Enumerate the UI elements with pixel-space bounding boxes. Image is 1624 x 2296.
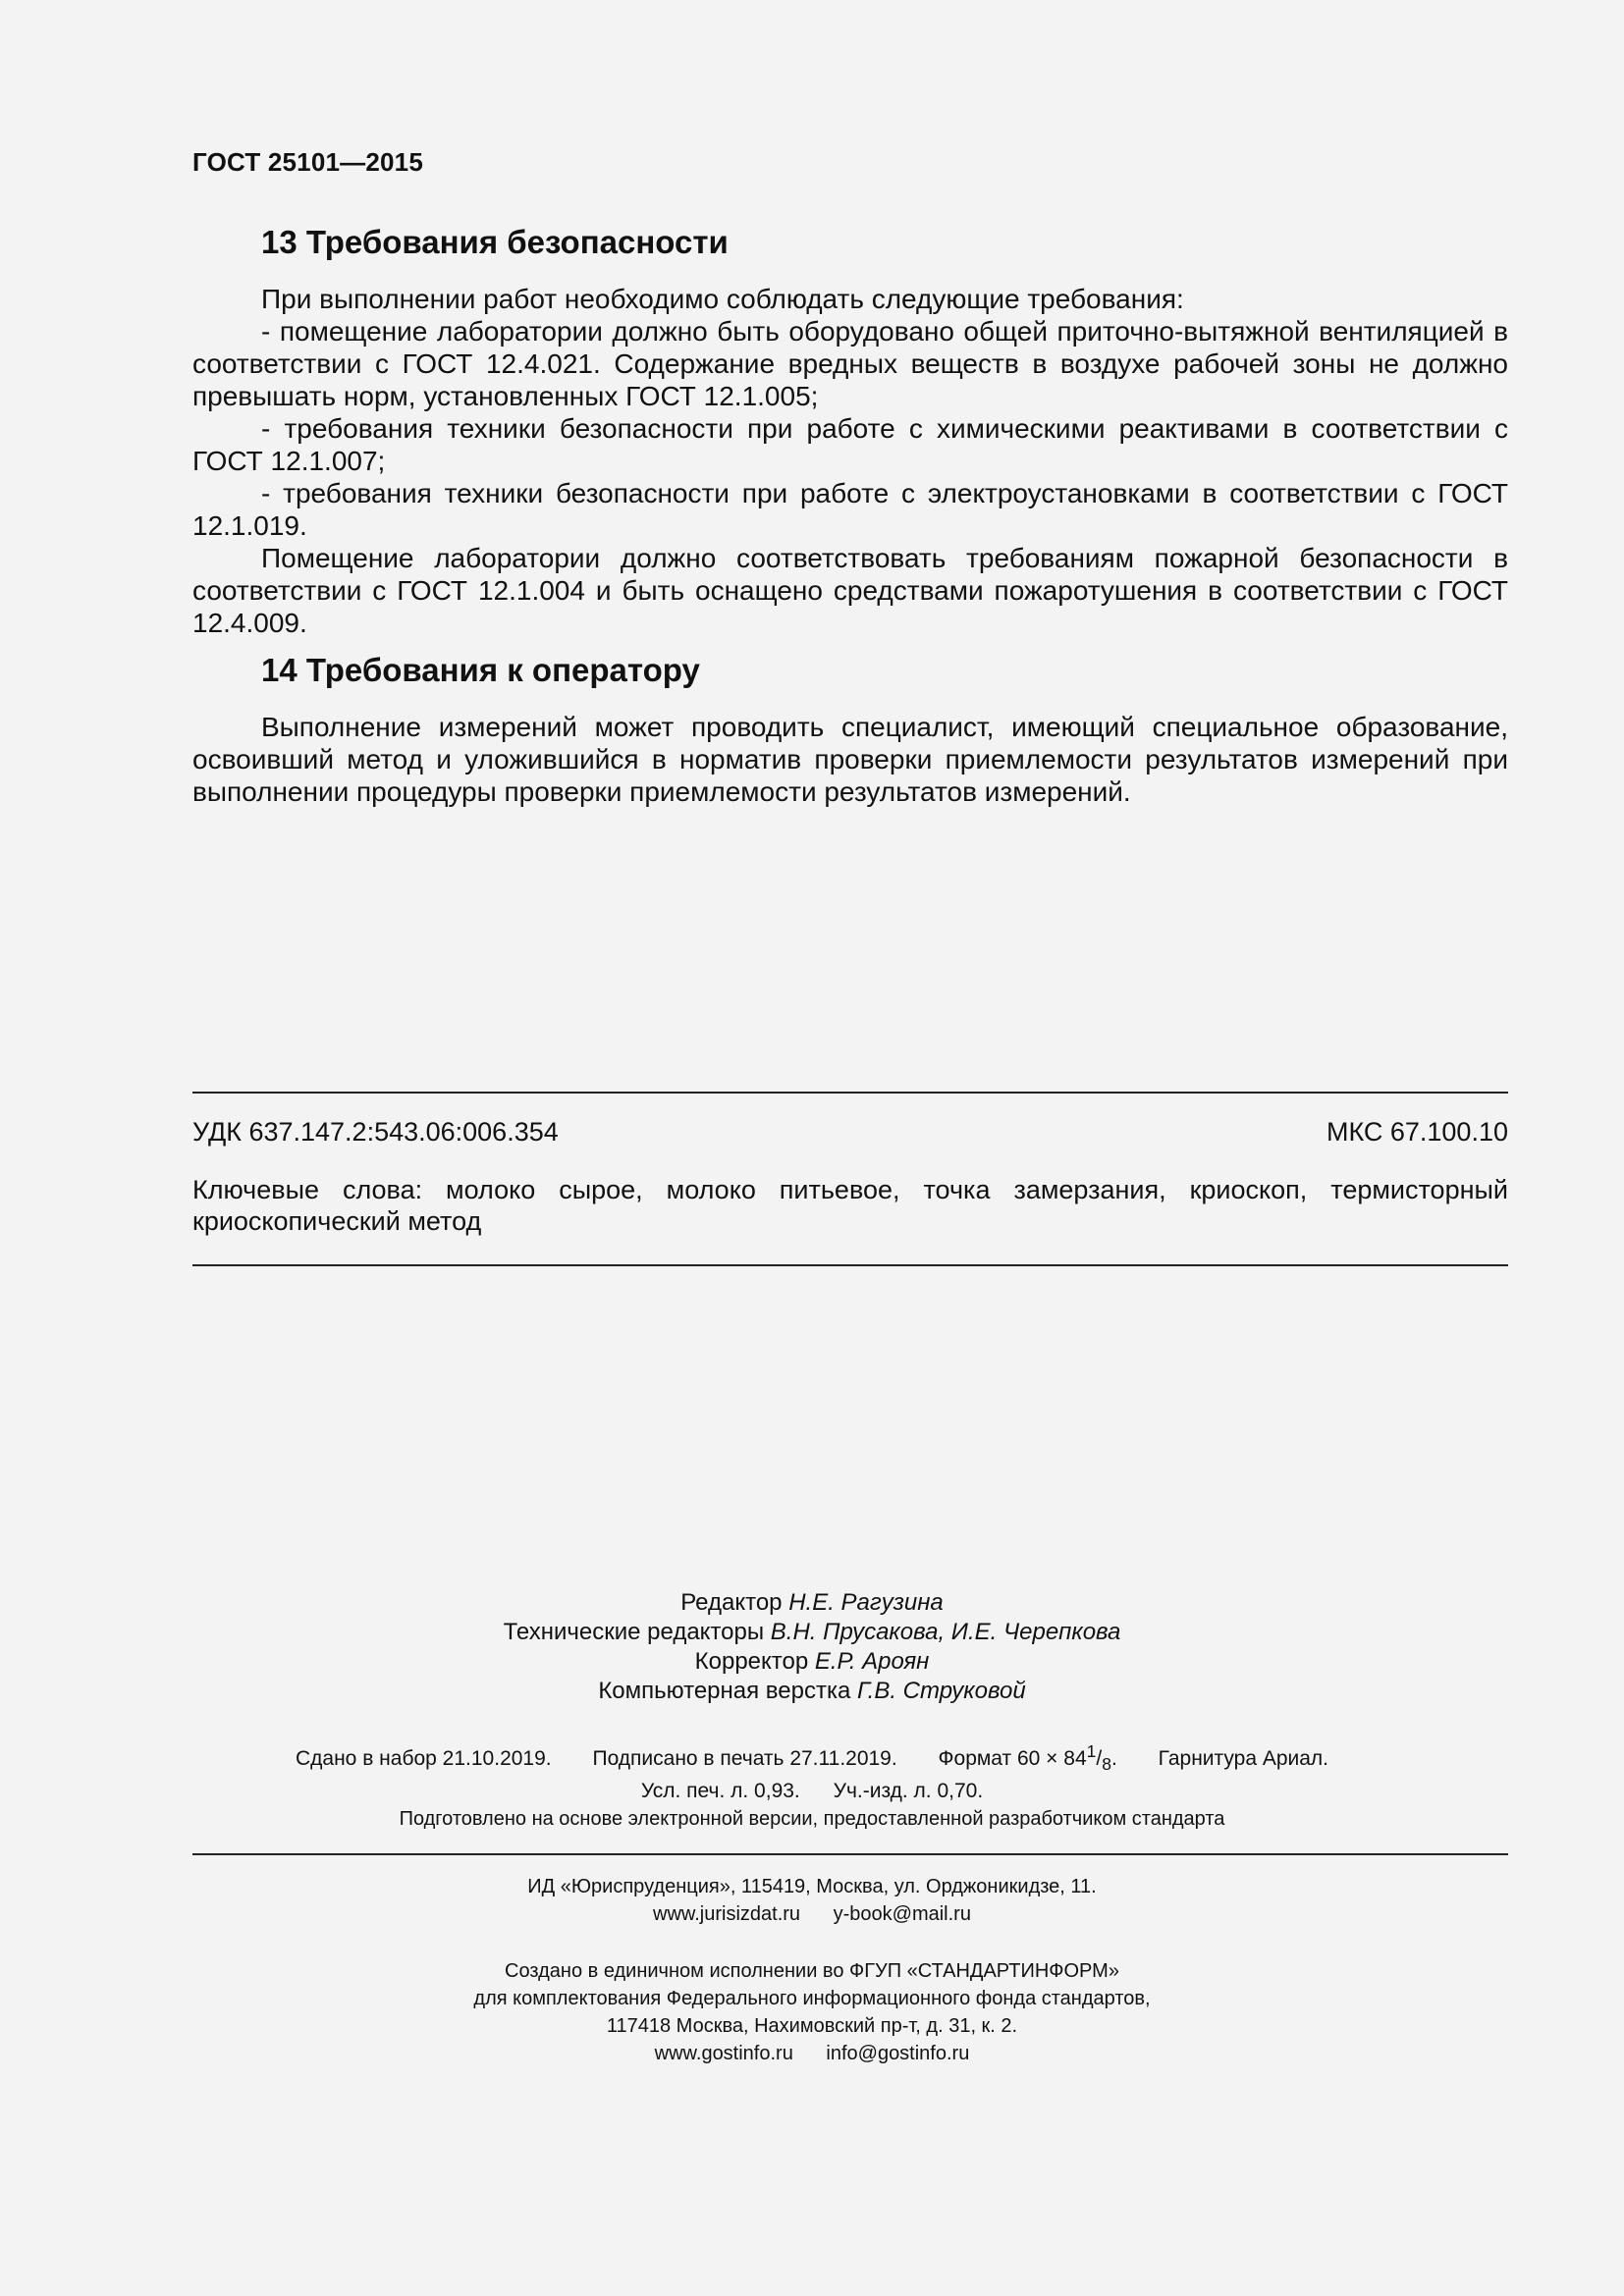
print-info: [0, 1737, 1624, 1805]
keywords: Ключевые слова: молоко сырое, молоко питьевое, точка замерзания, криоскоп, термисторный криоскопический метод: [192, 1175, 1508, 1236]
submitted-date: Сдано в набор 21.10.2019.: [295, 1747, 552, 1770]
section-13-item-chemicals: - требования техники безопасности при работе с химическими реактивами в соответствии с ГОСТ 12.1.007;: [192, 413, 1508, 476]
divider-top: [192, 1092, 1508, 1094]
created-line-3: 117418 Москва, Нахимовский пр-т, д. 31, к. 2.: [606, 2015, 1018, 2037]
credit-corrector: Корректор Е.Р. Ароян: [694, 1648, 930, 1675]
mks-code: МКС 67.100.10: [1326, 1117, 1508, 1147]
section-14-title: 14 Требования к оператору: [261, 652, 700, 688]
credit-editor: Редактор Н.Е. Рагузина: [680, 1589, 944, 1616]
corrector-name: Е.Р. Ароян: [814, 1648, 930, 1675]
credits-block: [0, 1588, 1624, 1706]
publisher-site-link: www.jurisizdat.ru: [653, 1903, 801, 1925]
layout-name: Г.В. Струковой: [857, 1678, 1026, 1704]
udc-code: УДК 637.147.2:543.06:006.354: [192, 1117, 559, 1147]
section-13-fire-safety: Помещение лаборатории должно соответствовать требованиям пожарной безопасности в соответствии с ГОСТ 12.1.004 и быть оснащено средствами пожаротушения в соответствии с ГОСТ 12.4.009.: [192, 543, 1508, 638]
created-line-1: Создано в единичном исполнении во ФГУП «СТАНДАРТИНФОРМ»: [505, 1960, 1119, 1982]
created-block: [0, 1957, 1624, 2067]
print-sheets: Усл. печ. л. 0,93.: [640, 1780, 800, 1803]
paper-format: Формат $60 \times 84^1/_8$.: [938, 1741, 1117, 1775]
gostinfo-site: www.gostinfo.ru: [654, 2043, 793, 2064]
tech-editor-names: В.Н. Прусакова, И.Е. Черепкова: [770, 1619, 1121, 1645]
divider-bottom: [192, 1264, 1508, 1266]
credit-layout: Компьютерная верстка Г.В. Струковой: [598, 1678, 1026, 1704]
created-line-2: для комплектования Федерального информационного фонда стандартов,: [473, 1988, 1151, 2009]
credit-tech-editors: Технические редакторы В.Н. Прусакова, И.Е. Черепкова: [503, 1619, 1121, 1645]
publishing-sheets: Уч.-изд. л. 0,70.: [833, 1780, 984, 1803]
signed-date: Подписано в печать 27.11.2019.: [592, 1747, 897, 1770]
section-13-item-ventilation: - помещение лаборатории должно быть оборудовано общей приточно-вытяжной вентиляцией в соответствии с ГОСТ 12.4.021. Содержание вредных веществ в воздухе рабочей зоны не должно превышать норм, установленных ГОСТ 12.1.005;: [192, 316, 1508, 411]
typeface: Гарнитура Ариал.: [1158, 1747, 1329, 1770]
section-13-item-electrical: - требования техники безопасности при работе с электроустановками в соответствии с ГОСТ 12.1.019.: [192, 478, 1508, 541]
section-13-title: 13 Требования безопасности: [261, 224, 729, 260]
publisher-block: [0, 1873, 1624, 1928]
publisher-address: ИД «Юриспруденция», 115419, Москва, ул. Орджоникидзе, 11.: [527, 1876, 1097, 1897]
section-14: [192, 652, 1508, 808]
section-14-text: Выполнение измерений может проводить специалист, имеющий специальное образование, освоивший метод и уложившийся в норматив проверки приемлемости результатов измерений при выполнении процедуры проверки приемлемости результатов измерений.: [192, 712, 1508, 807]
section-13: [192, 224, 1508, 639]
editor-name: Н.Е. Рагузина: [788, 1589, 944, 1616]
section-13-intro: При выполнении работ необходимо соблюдать следующие требования:: [261, 284, 1184, 314]
publisher-email: y-book@mail.ru: [833, 1903, 971, 1925]
prepared-note: Подготовлено на основе электронной версии, предоставленной разработчиком стандарта: [399, 1808, 1225, 1830]
classification-row: [192, 1117, 1508, 1148]
gostinfo-email: info@gostinfo.ru: [826, 2043, 970, 2064]
divider-publisher: [192, 1853, 1508, 1855]
document-id: ГОСТ 25101—2015: [192, 147, 423, 177]
